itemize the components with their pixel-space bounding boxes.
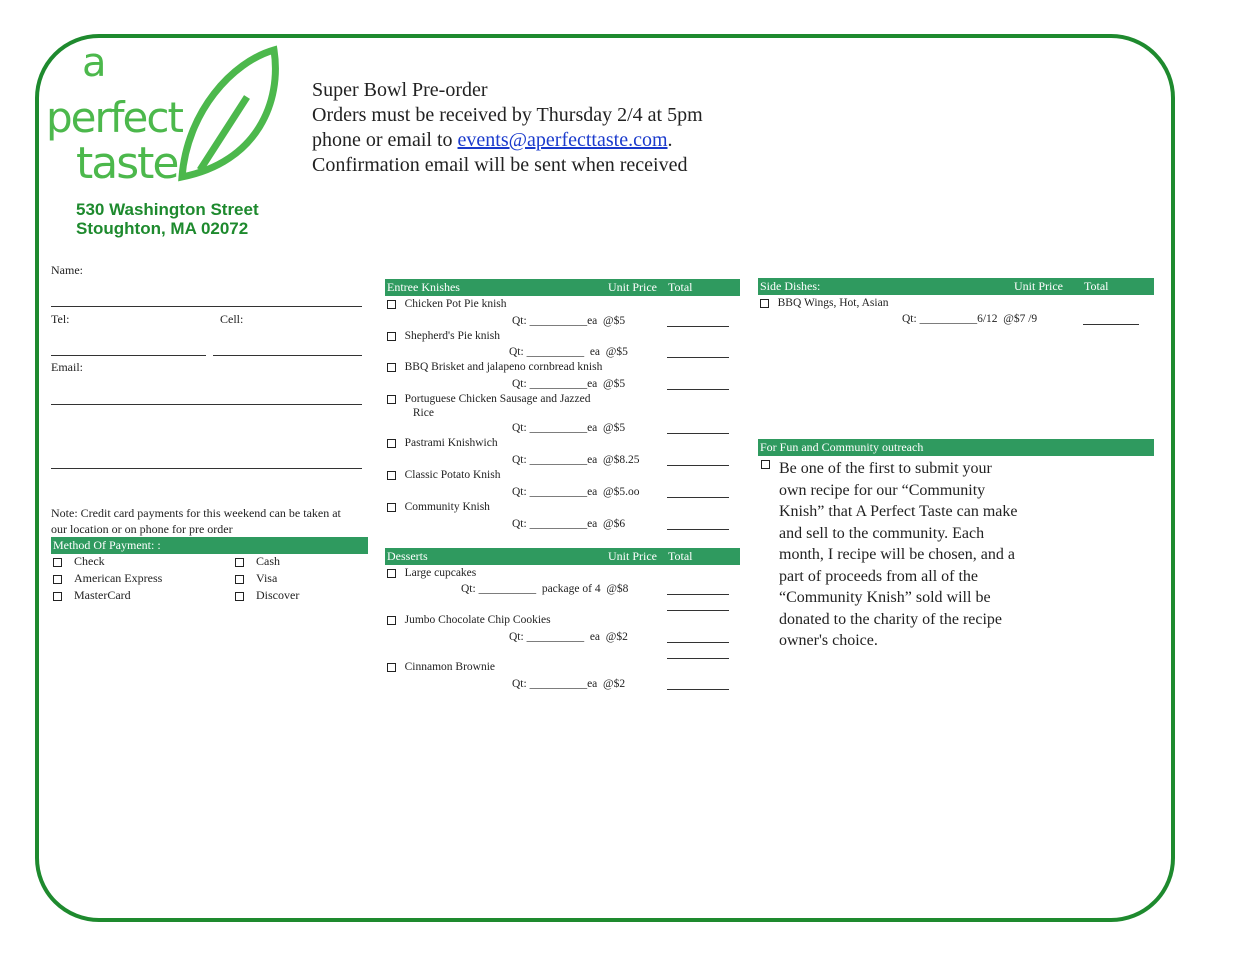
outreach-header: For Fun and Community outreach	[758, 439, 1154, 456]
payment-option-visa[interactable]: Visa	[235, 571, 277, 586]
dessert-qty[interactable]: Qt: __________ea @$2	[512, 678, 626, 690]
entree-item[interactable]: Shepherd's Pie knish	[387, 329, 500, 343]
heading-deadline: Orders must be received by Thursday 2/4 at 5pm	[312, 104, 703, 126]
payment-option-mastercard[interactable]: MasterCard	[53, 588, 131, 603]
entrees-header: Entree Knishes Unit Price Total	[385, 279, 740, 296]
payment-option-check[interactable]: Check	[53, 554, 105, 569]
checkbox[interactable]	[235, 592, 244, 601]
address-street: 530 Washington Street	[76, 200, 259, 219]
dessert-item[interactable]: Large cupcakes	[387, 566, 476, 580]
side-qty[interactable]: Qt: __________6/12 @$7 /9	[902, 313, 1038, 325]
checkbox[interactable]	[53, 575, 62, 584]
checkbox[interactable]	[760, 299, 769, 308]
entree-item[interactable]: BBQ Brisket and jalapeno cornbread knish	[387, 360, 602, 374]
address-city: Stoughton, MA 02072	[76, 219, 249, 238]
side-item[interactable]: BBQ Wings, Hot, Asian	[760, 296, 888, 310]
svg-text:taste: taste	[76, 138, 178, 189]
tel-field[interactable]	[51, 355, 206, 356]
cell-label: Cell:	[220, 312, 244, 326]
checkbox[interactable]	[387, 395, 396, 404]
checkbox[interactable]	[387, 663, 396, 672]
email-link[interactable]: events@aperfecttaste.com	[457, 129, 668, 151]
outreach-checkbox[interactable]	[761, 460, 770, 469]
entree-total[interactable]	[667, 389, 729, 390]
checkbox[interactable]	[387, 616, 396, 625]
entree-total[interactable]	[667, 433, 729, 434]
entree-item[interactable]: Community Knish	[387, 500, 490, 514]
dessert-total[interactable]	[667, 658, 729, 659]
checkbox[interactable]	[53, 558, 62, 567]
dessert-qty[interactable]: Qt: __________ package of 4 @$8	[461, 583, 629, 595]
tel-label: Tel:	[51, 312, 70, 326]
entree-qty[interactable]: Qt: __________ea @$8.25	[512, 454, 640, 466]
entree-qty[interactable]: Qt: __________ea @$5	[512, 378, 626, 390]
dessert-qty[interactable]: Qt: __________ ea @$2	[509, 631, 628, 643]
dessert-total[interactable]	[667, 594, 729, 595]
payment-option-cash[interactable]: Cash	[235, 554, 280, 569]
side-total[interactable]	[1083, 324, 1139, 325]
email-field[interactable]	[51, 404, 362, 405]
entree-total[interactable]	[667, 497, 729, 498]
entree-qty[interactable]: Qt: __________ea @$5.oo	[512, 486, 640, 498]
dessert-total[interactable]	[667, 610, 729, 611]
sides-header: Side Dishes: Unit Price Total	[758, 278, 1154, 295]
cell-field[interactable]	[213, 355, 362, 356]
entree-total[interactable]	[667, 357, 729, 358]
address	[76, 200, 259, 238]
entree-item[interactable]: Chicken Pot Pie knish	[387, 297, 507, 311]
svg-text:a: a	[82, 42, 107, 86]
dessert-item[interactable]: Jumbo Chocolate Chip Cookies	[387, 613, 551, 627]
checkbox[interactable]	[387, 439, 396, 448]
entree-qty[interactable]: Qt: __________ea @$6	[512, 518, 626, 530]
payment-header: Method Of Payment: :	[51, 537, 368, 554]
checkbox[interactable]	[387, 503, 396, 512]
checkbox[interactable]	[387, 471, 396, 480]
entree-qty[interactable]: Qt: __________ea @$5	[512, 315, 626, 327]
entree-total[interactable]	[667, 529, 729, 530]
checkbox[interactable]	[53, 592, 62, 601]
checkbox[interactable]	[235, 575, 244, 584]
desserts-header: Desserts Unit Price Total	[385, 548, 740, 565]
checkbox[interactable]	[387, 300, 396, 309]
heading-title: Super Bowl Pre-order	[312, 79, 488, 101]
checkbox[interactable]	[387, 569, 396, 578]
entree-qty[interactable]: Qt: __________ea @$5	[512, 422, 626, 434]
svg-text:perfect: perfect	[46, 93, 182, 142]
leaf-icon	[42, 42, 286, 190]
dessert-total[interactable]	[667, 642, 729, 643]
logo	[42, 42, 286, 190]
entree-total[interactable]	[667, 326, 729, 327]
heading-confirmation: Confirmation email will be sent when received	[312, 154, 688, 176]
name-field[interactable]	[51, 306, 362, 307]
heading-contact: phone or email to events@aperfecttaste.com.	[312, 129, 673, 151]
checkbox[interactable]	[235, 558, 244, 567]
entree-item[interactable]: Pastrami Knishwich	[387, 436, 498, 450]
entree-qty[interactable]: Qt: __________ ea @$5	[509, 346, 628, 358]
email-label: Email:	[51, 360, 83, 374]
extra-field[interactable]	[51, 468, 362, 469]
dessert-total[interactable]	[667, 689, 729, 690]
checkbox[interactable]	[387, 363, 396, 372]
name-label: Name:	[51, 263, 83, 277]
outreach-text: Be one of the first to submit your own recipe for our “Community Knish” that A Perfect Taste can make and sell to the community. Each month, I recipe will be chosen, and a part of proceeds from all of the “Community Knish” sold will be donated to the charity of the recipe owner's choice.	[779, 460, 1018, 649]
payment-option-discover[interactable]: Discover	[235, 588, 299, 603]
entree-total[interactable]	[667, 465, 729, 466]
checkbox[interactable]	[387, 332, 396, 341]
payment-note: Note: Credit card payments for this weekend can be taken at our location or on phone for pre order	[51, 506, 341, 536]
entree-item[interactable]: Portuguese Chicken Sausage and Jazzed Rice	[387, 392, 590, 420]
order-heading	[312, 78, 703, 178]
dessert-item[interactable]: Cinnamon Brownie	[387, 660, 495, 674]
payment-option-amex[interactable]: American Express	[53, 571, 162, 586]
entree-item[interactable]: Classic Potato Knish	[387, 468, 500, 482]
